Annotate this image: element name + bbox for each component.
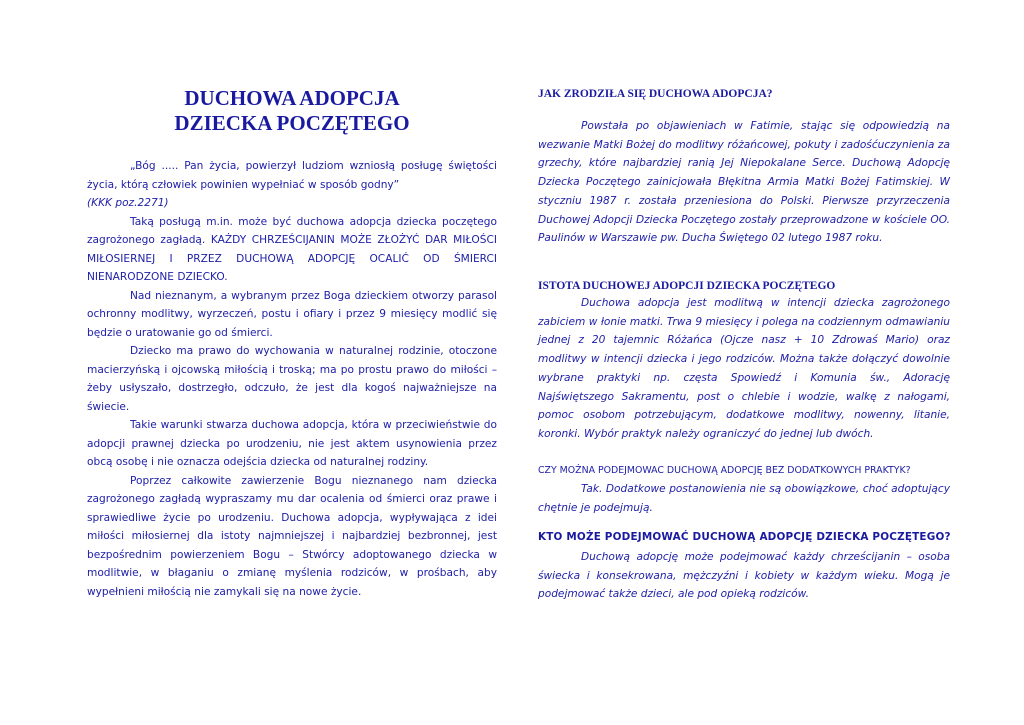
section-faq [538,465,950,476]
section-who-body [538,548,950,604]
title-line-1: DUCHOWA ADOPCJA [184,86,400,110]
section-text-who: Duchową adopcję może podejmować każdy chrześcijanin – osoba świecka i konsekrowana, mężczyźni i kobiety w każdym wieku. Mogą je podejmować także dzieci, ale pod opieką rodziców. [538,551,950,601]
section-who [538,531,950,543]
section-text-essence: Duchowa adopcja jest modlitwą w intencji dziecka zagrożonego zabiciem w łonie matki. Trwa 9 miesięcy i polega na codziennym odmawianiu jednej z 20 tajemnic Różańca (Ojcze nasz + 10 Zdrowaś Mario) oraz modlitwy w intencji dziecka i jego rodziców. Można także dołączyć dowolnie wybrane praktyki np. częsta Spowiedź i Komunia św., Adorację Najświętszego Sakramentu, post o chlebie i wodzie, walkę z nałogami, pomoc osobom potrzebującym, dodatkowe modlitwy, nowenny, litanie, koronki. Wybór praktyk należy ograniczyć do jednej lub dwóch. [538,297,950,440]
page-title [87,86,497,136]
section-heading-essence: ISTOTA DUCHOWEJ ADOPCJI DZIECKA POCZĘTEGO [538,280,836,292]
paragraph-4: Takie warunki stwarza duchowa adopcja, która w przeciwieństwie do adopcji prawnej dziecka po urodzeniu, nie jest aktem usynowienia przez obcą osobę i nie oznacza odejścia dziecka od naturalnej rodziny. [87,419,497,468]
left-column-text [87,157,497,601]
title-line-2: DZIECKA POCZĘTEGO [174,111,410,135]
section-essence-body [538,294,950,444]
quote-paragraph: „Bóg ..... Pan życia, powierzył ludziom wzniosłą posługę świętości życia, którą człowiek powinien wypełniać w sposób godny” [87,160,497,191]
paragraph-3: Dziecko ma prawo do wychowania w naturalnej rodzinie, otoczone macierzyńską i ojcowską miłością i troską; ma po prostu prawo do miłości – żeby usłyszało, dostrzegło, odczuło, że jest dla kogoś najważniejsze na świecie. [87,345,497,413]
section-faq-body [538,480,950,517]
section-text-origin: Powstała po objawieniach w Fatimie, stając się odpowiedzią na wezwanie Matki Bożej do modlitwy różańcowej, pokuty i zadośćuczynienia za grzechy, które najbardziej ranią Jej Niepokalane Serce. Duchową Adopcję Dziecka Poczętego zainicjowała Błękitna Armia Matki Bożej Fatimskiej. W styczniu 1987 r. została przeniesiona do Polski. Pierwsze przyrzeczenia Duchowej Adopcji Dziecka Poczętego zostały przeprowadzone w kościele OO. Paulinów w Warszawie pw. Ducha Świętego 02 lutego 1987 roku. [538,120,950,245]
quote-reference: (KKK poz.2271) [87,197,169,209]
section-heading-origin: JAK ZRODZIŁA SIĘ DUCHOWA ADOPCJA? [538,88,773,100]
paragraph-1: Taką posługą m.in. może być duchowa adopcja dziecka poczętego zagrożonego zagładą. KAŻDY CHRZEŚCIJANIN MOŻE ZŁOŻYĆ DAR MIŁOŚCI MIŁOSIERNEJ I PRZEZ DUCHOWĄ ADOPCJĘ OCALIĆ OD ŚMIERCI NIENARODZONE DZIECKO. [87,215,497,283]
section-origin-body [538,117,950,248]
section-text-faq: Tak. Dodatkowe postanowienia nie są obowiązkowe, choć adoptujący chętnie je podejmują. [538,483,950,514]
section-heading-faq: CZY MOŻNA PODEJMOWAC DUCHOWĄ ADOPCJĘ BEZ DODATKOWYCH PRAKTYK? [538,465,911,476]
section-heading-who: KTO MOŻE PODEJMOWAĆ DUCHOWĄ ADOPCJĘ DZIECKA POCZĘTEGO? [538,531,951,543]
section-essence [538,280,950,292]
paragraph-5: Poprzez całkowite zawierzenie Bogu nieznanego nam dziecka zagrożonego zagładą wypraszamy mu dar ocalenia od śmierci oraz prawe i sprawiedliwe życie po urodzeniu. Duchowa adopcja, wypływająca z idei miłości miłosiernej dla istoty najmniejszej i najbardziej bezbronnej, jest bezpośrednim powierzeniem Bogu – Stwórcy adoptowanego dziecka w modlitwie, w błaganiu o zmianę myślenia rodziców, w prośbach, aby wypełnieni miłością nie zamykali się na nowe życie. [87,474,497,598]
paragraph-2: Nad nieznanym, a wybranym przez Boga dzieckiem otworzy parasol ochronny modlitwy, wyrzeczeń, postu i ofiary i przez 9 miesięcy modlić się będzie o uratowanie go od śmierci. [87,289,497,339]
section-origin [538,88,950,100]
